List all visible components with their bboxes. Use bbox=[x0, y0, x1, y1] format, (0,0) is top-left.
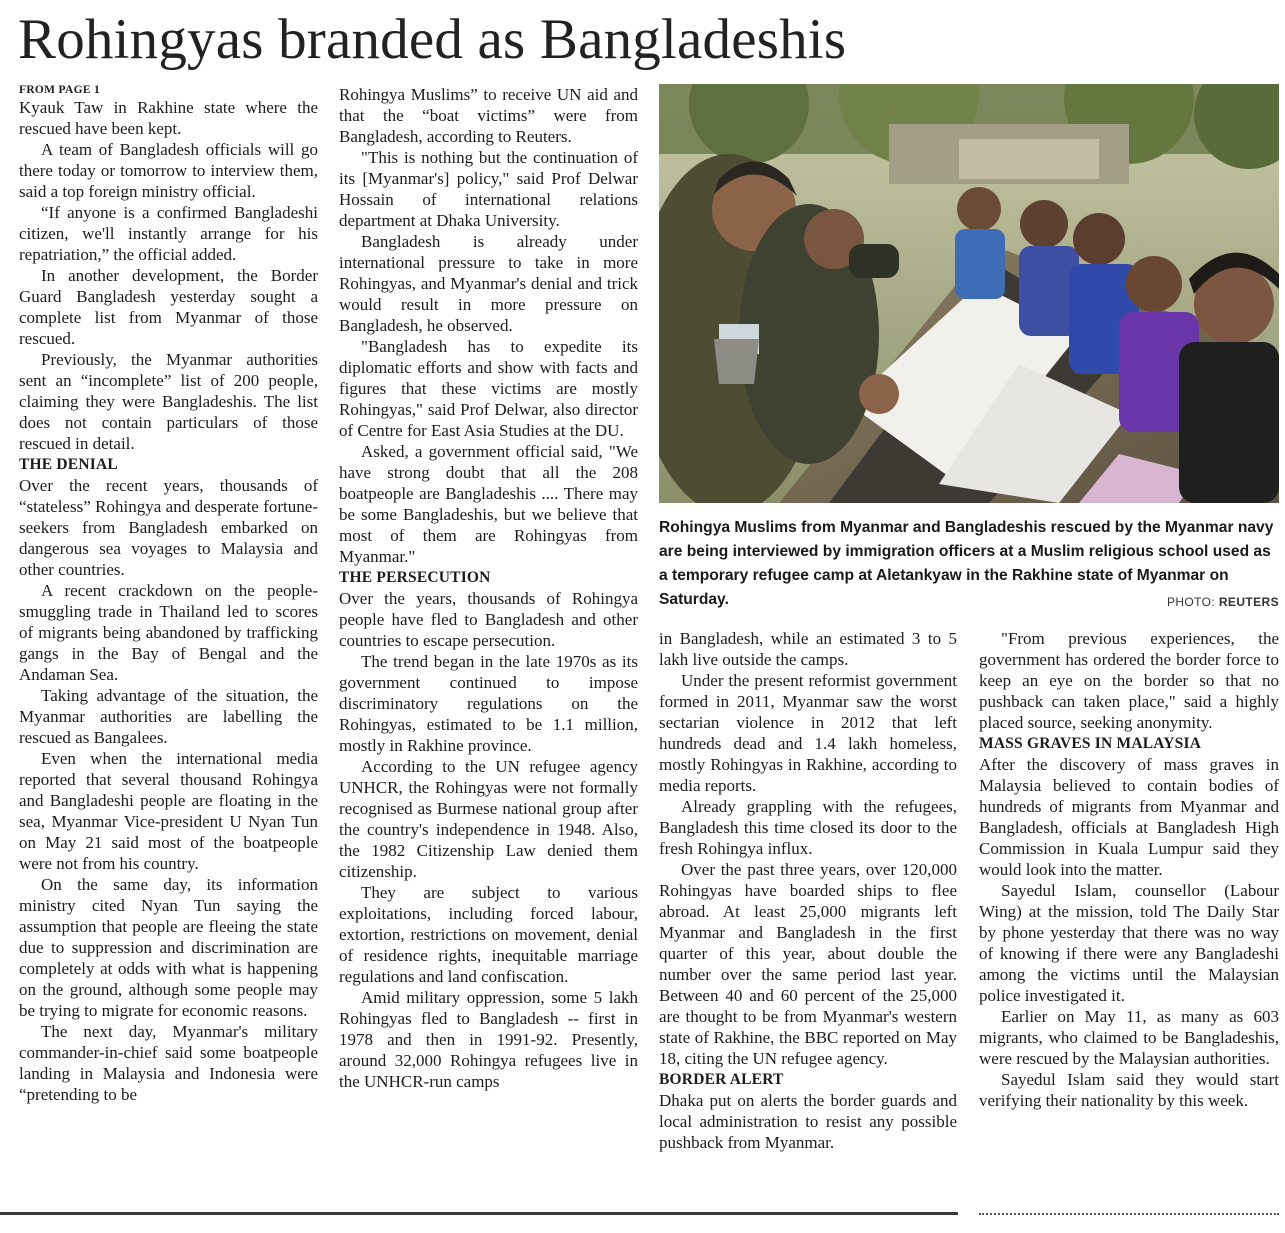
paragraph: The trend began in the late 1970s as its government continued to impose discriminatory regulations on the Rohingyas, estimated to be 1.1 million, mostly in Rakhine province. bbox=[339, 652, 638, 755]
paragraph: Under the present reformist government formed in 2011, Myanmar saw the worst sectarian violence in 2012 that left hundreds dead and 1.4 lakh homeless, mostly Rohingyas in Rakhine, according to media reports. bbox=[659, 671, 957, 795]
paragraph: Amid military oppression, some 5 lakh Rohingyas fled to Bangladesh -- first in 1978 and then in 1991-92. Presently, around 32,000 Rohingya refugees live in the UNHCR-run camps bbox=[339, 988, 638, 1091]
paragraph: Sayedul Islam, counsellor (Labour Wing) at the mission, told The Daily Star by phone yesterday that there was no way of knowing if there were any Bangladeshi among the victims until the Malaysian police investigated it. bbox=[979, 881, 1279, 1005]
photo-caption: Rohingya Muslims from Myanmar and Bangladeshis rescued by the Myanmar navy are being interviewed by immigration officers at a Muslim religious school used as a temporary refugee camp at Aletankyaw in the Rakhine state of Myanmar on Saturday. bbox=[659, 519, 1274, 608]
subhead-mass-graves-in-malaysia: MASS GRAVES IN MALAYSIA bbox=[979, 735, 1202, 752]
headline: Rohingyas branded as Bangladeshis bbox=[18, 8, 847, 71]
paragraph: On the same day, its information ministry cited Nyan Tun saying the assumption that people are fleeing the state due to suppression and discrimination are completely at odds with what is happening on the ground, although some people may be trying to migrate for economic reasons. bbox=[19, 875, 318, 1020]
subhead-border-alert: BORDER ALERT bbox=[659, 1071, 784, 1088]
paragraph: “If anyone is a confirmed Bangladeshi citizen, we'll instantly arrange for his repatriation,” the official added. bbox=[19, 203, 318, 264]
photo-credit bbox=[1000, 595, 1279, 609]
paragraph: According to the UN refugee agency UNHCR, the Rohingyas were not formally recognised as Burmese national group after the country's independence in 1948. Also, the 1982 Citizenship Law denied them citizenship. bbox=[339, 757, 638, 881]
article-column-3 bbox=[659, 628, 957, 1153]
subhead-the-denial: THE DENIAL bbox=[19, 456, 118, 473]
paragraph: "This is nothing but the continuation of its [Myanmar's] policy," said Prof Delwar Hossain of international relations department at Dhaka University. bbox=[339, 148, 638, 230]
paragraph: A team of Bangladesh officials will go there today or tomorrow to interview them, said a top foreign ministry official. bbox=[19, 140, 318, 201]
news-photo-illustration bbox=[659, 84, 1279, 503]
paragraph: Over the years, thousands of Rohingya people have fled to Bangladesh and other countries to escape persecution. bbox=[339, 589, 638, 650]
paragraph: Already grappling with the refugees, Bangladesh this time closed its door to the fresh Rohingya influx. bbox=[659, 797, 957, 858]
paragraph: In another development, the Border Guard Bangladesh yesterday sought a complete list from Myanmar of those rescued. bbox=[19, 266, 318, 348]
photo-credit-label: PHOTO: bbox=[1166, 595, 1216, 609]
paragraph: in Bangladesh, while an estimated 3 to 5 lakh live outside the camps. bbox=[659, 629, 957, 669]
paragraph: Previously, the Myanmar authorities sent an “incomplete” list of 200 people, claiming they were Bangladeshis. The list does not contain particulars of those rescued in detail. bbox=[19, 350, 318, 453]
paragraph: Rohingya Muslims” to receive UN aid and that the “boat victims” were from Bangladesh, according to Reuters. bbox=[339, 85, 638, 146]
article-column-1 bbox=[19, 84, 318, 1105]
subhead-the-persecution: THE PERSECUTION bbox=[339, 569, 491, 586]
photo-credit-source: REUTERS bbox=[1218, 595, 1279, 609]
paragraph: Asked, a government official said, "We have strong doubt that all the 208 boatpeople are Bangladeshis .... There may be some Bangladeshis, but we believe that most of them are Rohingyas from Myanmar." bbox=[339, 442, 638, 566]
paragraph: Over the past three years, over 120,000 Rohingyas have boarded ships to flee abroad. At least 25,000 migrants left Myanmar and Bangladesh in the first quarter of this year, about double the number over the same period last year. Between 40 and 60 percent of the 25,000 are thought to be from Myanmar's western state of Rakhine, the BBC reported on May 18, citing the UN refugee agency. bbox=[659, 860, 957, 1068]
paragraph: They are subject to various exploitations, including forced labour, extortion, restrictions on movement, denial of residence rights, inequitable marriage regulations and land confiscation. bbox=[339, 883, 638, 986]
paragraph: Taking advantage of the situation, the Myanmar authorities are labelling the rescued as Bangalees. bbox=[19, 686, 318, 747]
paragraph: Bangladesh is already under international pressure to take in more Rohingyas, and Myanmar's denial and trick would result in more pressure on Bangladesh, he observed. bbox=[339, 232, 638, 335]
news-photo bbox=[659, 84, 1279, 503]
paragraph: A recent crackdown on the people-smuggling trade in Thailand led to scores of migrants being abandoned by trafficking gangs in the Bay of Bengal and the Andaman Sea. bbox=[19, 581, 318, 684]
paragraph: Even when the international media reported that several thousand Rohingya and Bangladeshi people are floating in the sea, Myanmar Vice-president U Nyan Tun on May 21 said most of the boatpeople were not from his country. bbox=[19, 749, 318, 873]
dotted-separator bbox=[979, 1213, 1279, 1215]
paragraph: Kyauk Taw in Rakhine state where the rescued have been kept. bbox=[19, 98, 318, 138]
paragraph: Dhaka put on alerts the border guards and local administration to resist any possible pushback from Myanmar. bbox=[659, 1091, 957, 1152]
paragraph: Over the recent years, thousands of “stateless” Rohingya and desperate fortune-seekers from Bangladesh embarked on dangerous sea voyages to Malaysia and other countries. bbox=[19, 476, 318, 579]
paragraph: "Bangladesh has to expedite its diplomatic efforts and show with facts and figures that these victims are mostly Rohingyas," said Prof Delwar, also director of Centre for East Asia Studies at the DU. bbox=[339, 337, 638, 440]
paragraph: Earlier on May 11, as many as 603 migrants, who claimed to be Bangladeshis, were rescued by the Malaysian authorities. bbox=[979, 1007, 1279, 1068]
article-column-2 bbox=[339, 84, 638, 1092]
paragraph: "From previous experiences, the government has ordered the border force to keep an eye on the border so that no pushback can taken place," said a highly placed source, seeking anonymity. bbox=[979, 629, 1279, 732]
bottom-rule bbox=[0, 1212, 958, 1215]
paragraph: The next day, Myanmar's military commander-in-chief said some boatpeople landing in Malaysia and Indonesia were “pretending to be bbox=[19, 1022, 318, 1104]
article-column-4 bbox=[979, 628, 1279, 1111]
kicker-from-page-1: FROM PAGE 1 bbox=[19, 84, 101, 96]
paragraph: Sayedul Islam said they would start verifying their nationality by this week. bbox=[979, 1070, 1279, 1110]
paragraph: After the discovery of mass graves in Malaysia believed to contain bodies of hundreds of migrants from Myanmar and Bangladesh, officials at Bangladesh High Commission in Kuala Lumpur said they would look into the matter. bbox=[979, 755, 1279, 879]
